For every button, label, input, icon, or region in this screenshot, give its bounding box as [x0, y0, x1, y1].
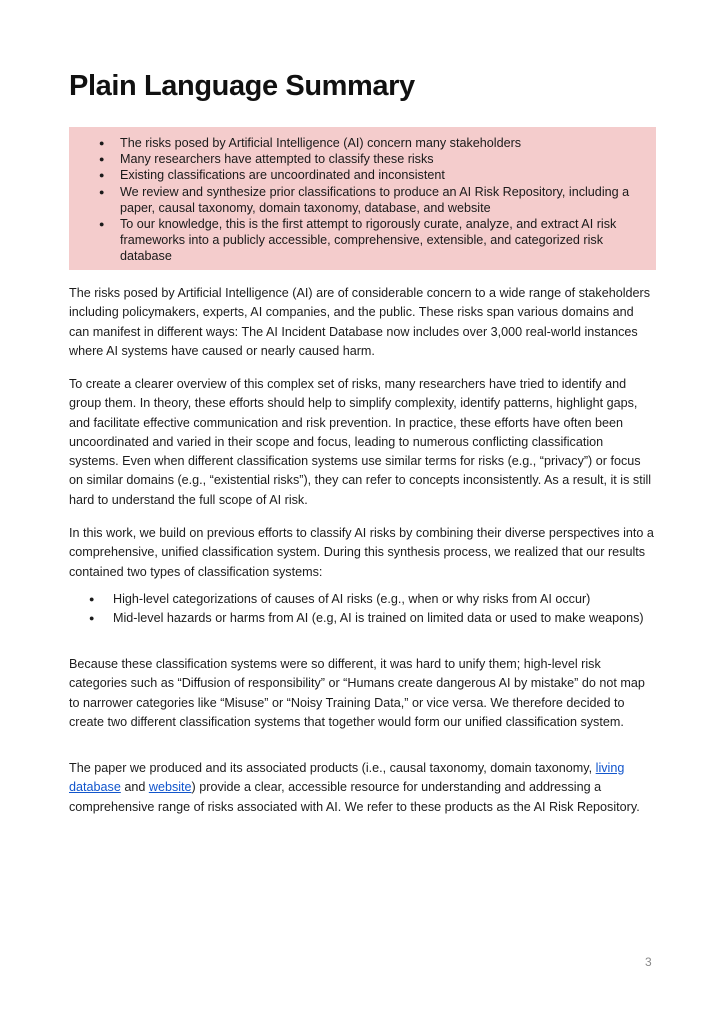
paragraph-text [69, 759, 656, 817]
paragraph-text: To create a clearer overview of this complex set of risks, many researchers have tried to identify and group them. In theory, these efforts should help to simplify complexity, identify patterns, highlight gaps, and facilitate effective communication and risk prevention. In practice, these efforts have often been uncoordinated and varied in their scope and focus, leading to numerous conflicting classification systems. Even when different classification systems use similar terms for risks (e.g., “privacy”) or focus on similar domains (e.g., “existential risks”), they can refer to concepts inconsistently. As a result, it is still hard to understand the full scope of AI risk. [69, 377, 652, 507]
list-item: ● Mid-level hazards or harms from AI (e.g, AI is trained on limited data or used to make weapons) [69, 609, 656, 628]
text-span: ) provide a clear, accessible resource for understanding and addressing a comprehensive range of risks associated with AI. We refer to these products as the AI Risk Repository. [69, 780, 640, 814]
summary-box [69, 127, 656, 270]
paragraph-text: The risks posed by Artificial Intelligence (AI) are of considerable concern to a wide range of stakeholders including policymakers, experts, AI companies, and the public. These risks span various domains and can manifest in different ways: The AI Incident Database now includes over 3,000 real-world instances where AI systems have caused or nearly caused harm. [69, 286, 651, 358]
paragraph-intro [69, 284, 656, 361]
classification-types-list [69, 590, 656, 629]
page-number: 3 [645, 955, 652, 969]
paragraph-overview [69, 375, 656, 510]
summary-bullet: ● We review and synthesize prior classifications to produce an AI Risk Repository, including a paper, causal taxonomy, domain taxonomy, database, and website [99, 184, 646, 216]
text-span: The paper we produced and its associated products (i.e., causal taxonomy, domain taxonomy, [69, 761, 596, 775]
paragraph-unification [69, 655, 656, 732]
page-title: Plain Language Summary [69, 70, 415, 102]
summary-bullet: ● To our knowledge, this is the first attempt to rigorously curate, analyze, and extract AI risk frameworks into a publicly accessible, comprehensive, extensible, and categorized risk database [99, 216, 646, 265]
text-span: and [120, 780, 149, 795]
list-item: ● High-level categorizations of causes of AI risks (e.g., when or why risks from AI occur) [69, 590, 656, 609]
summary-bullet: ● The risks posed by Artificial Intelligence (AI) concern many stakeholders [99, 135, 646, 151]
website-link[interactable]: website [148, 780, 192, 795]
paragraph-text: Because these classification systems were so different, it was hard to unify them; high-level risk categories such as “Diffusion of responsibility” or “Humans create dangerous AI by mistake” do not map to narrower categories like “Misuse” or “Noisy Training Data,” or vice versa. We therefore decided to create two different classification systems that together would form our unified classification system. [69, 657, 645, 729]
paragraph-repository [69, 759, 656, 817]
summary-list [99, 135, 646, 265]
living-database-link[interactable]: living database [69, 761, 625, 795]
paragraph-text: In this work, we build on previous efforts to classify AI risks by combining their diverse perspectives into a comprehensive, unified classification system. During this synthesis process, we realized that our results contained two types of classification systems: [69, 526, 654, 579]
paragraph-this-work [69, 524, 656, 582]
summary-bullet: ● Existing classifications are uncoordinated and inconsistent [99, 167, 646, 183]
summary-bullet: ● Many researchers have attempted to classify these risks [99, 151, 646, 167]
